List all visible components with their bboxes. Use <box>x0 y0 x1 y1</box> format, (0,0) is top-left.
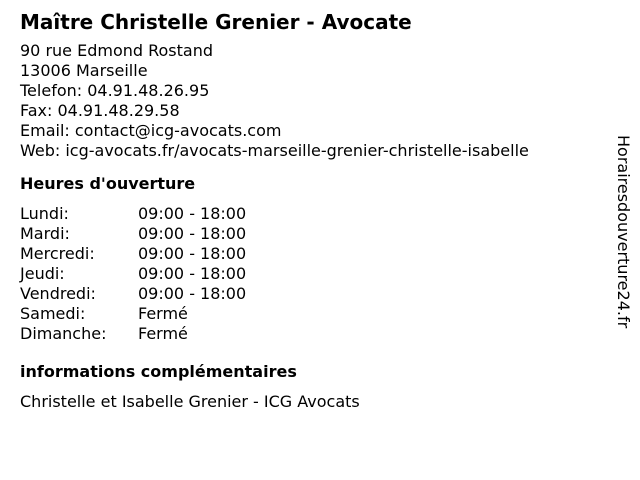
website-line: Web: icg-avocats.fr/avocats-marseille-grenier-christelle-isabelle <box>20 141 529 160</box>
email-line: Email: contact@icg-avocats.com <box>20 121 282 140</box>
hours-time: Fermé <box>138 324 188 343</box>
hours-time: 09:00 - 18:00 <box>138 224 247 243</box>
hours-day: Mercredi: <box>20 244 95 263</box>
hours-row <box>20 244 600 264</box>
hours-day: Dimanche: <box>20 324 107 343</box>
hours-time: 09:00 - 18:00 <box>138 244 247 263</box>
hours-time: 09:00 - 18:00 <box>138 264 247 283</box>
phone-line: Telefon: 04.91.48.26.95 <box>20 81 210 100</box>
hours-day: Jeudi: <box>20 264 65 283</box>
contact-block <box>20 41 600 161</box>
business-title: Maître Christelle Grenier - Avocate <box>20 10 412 34</box>
hours-row <box>20 304 600 324</box>
hours-row <box>20 224 600 244</box>
opening-hours-section <box>20 174 600 344</box>
additional-info-text: Christelle et Isabelle Grenier - ICG Avocats <box>20 392 360 411</box>
hours-day: Samedi: <box>20 304 86 323</box>
hours-row <box>20 324 600 344</box>
hours-time: 09:00 - 18:00 <box>138 204 247 223</box>
site-brand-vertical: Horairesdouverture24.fr <box>614 135 633 329</box>
hours-time: Fermé <box>138 304 188 323</box>
additional-info-section <box>20 362 600 412</box>
business-card <box>20 10 600 412</box>
address-line-1: 90 rue Edmond Rostand <box>20 41 214 60</box>
additional-info-heading: informations complémentaires <box>20 362 297 381</box>
hours-row <box>20 264 600 284</box>
opening-hours-heading: Heures d'ouverture <box>20 174 196 193</box>
fax-line: Fax: 04.91.48.29.58 <box>20 101 180 120</box>
hours-row <box>20 284 600 304</box>
hours-time: 09:00 - 18:00 <box>138 284 247 303</box>
hours-day: Mardi: <box>20 224 70 243</box>
hours-row <box>20 204 600 224</box>
hours-day: Lundi: <box>20 204 69 223</box>
hours-day: Vendredi: <box>20 284 96 303</box>
address-line-2: 13006 Marseille <box>20 61 148 80</box>
